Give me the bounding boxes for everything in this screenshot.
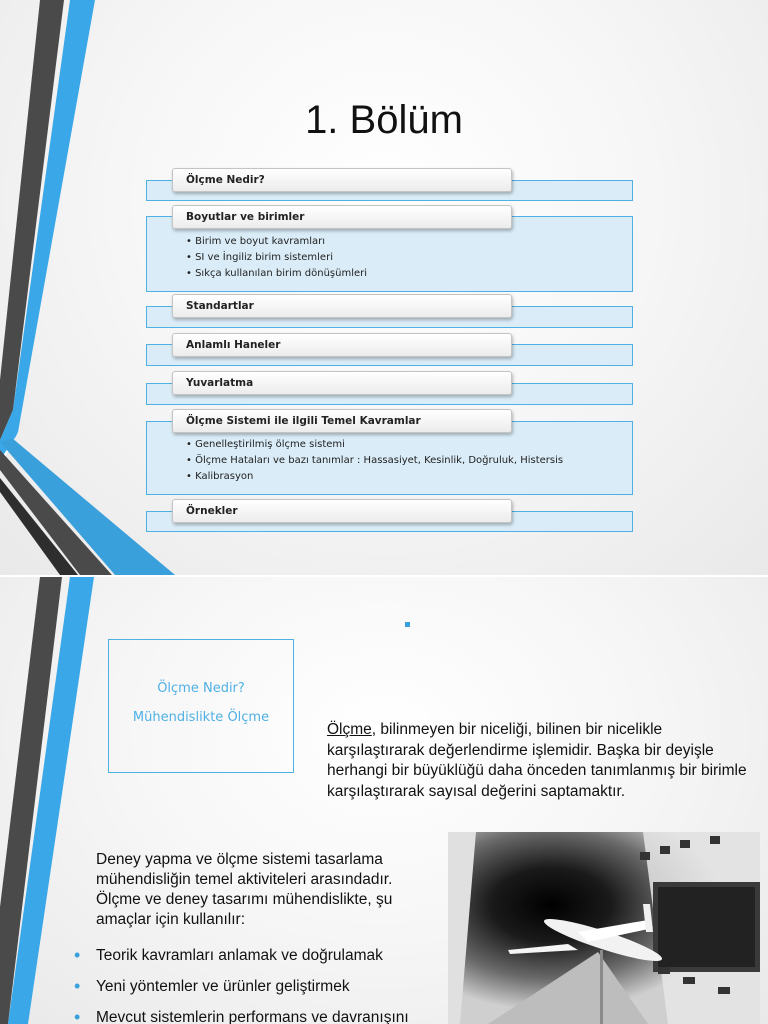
bullet-item: • Yeni yöntemler ve ürünler geliştirmek (96, 978, 350, 996)
definition-body: , bilinmeyen bir niceliği, bilinen bir nicelikle karşılaştırarak değerlendirme işlemidir. Başka bir deyişle herhangi bir büyüklüğü daha önceden tanımlanmış bir birimle karşılaştırarak sayısal değerini saptamaktır. (327, 721, 747, 800)
accent-dot (405, 622, 410, 627)
definition-term: Ölçme (327, 721, 372, 738)
subitem: • Birim ve boyut kavramları (186, 234, 367, 250)
slide-2 (0, 577, 768, 1024)
bullet-item: • Mevcut sistemlerin performans ve davranışını (96, 1009, 409, 1024)
topic-subtitle: Mühendislikte Ölçme (132, 710, 270, 725)
section-header-olcme-sistemi[interactable]: Ölçme Sistemi ile ilgili Temel Kavramlar (172, 409, 512, 433)
subitem: • Sıkça kullanılan birim dönüşümleri (186, 266, 367, 282)
subitem: • SI ve İngiliz birim sistemleri (186, 250, 367, 266)
section-subitems (186, 437, 563, 485)
topic-title: Ölçme Nedir? (157, 681, 245, 696)
subitem: • Ölçme Hataları ve bazı tanımlar : Hassasiyet, Kesinlik, Doğruluk, Histersis (186, 453, 563, 469)
section-header-anlamli-haneler[interactable]: Anlamlı Haneler (172, 333, 512, 357)
slide-title: 1. Bölüm (305, 98, 463, 142)
subitem: • Genelleştirilmiş ölçme sistemi (186, 437, 563, 453)
topic-box (108, 639, 294, 773)
section-subitems (186, 234, 367, 282)
section-header-boyutlar[interactable]: Boyutlar ve birimler (172, 205, 512, 229)
intro-paragraph: Deney yapma ve ölçme sistemi tasarlama mühendisliğin temel aktiviteleri arasındadır. Ölçme ve deney tasarımı mühendislikte, şu amaçlar için kullanılır: (96, 851, 393, 928)
wind-tunnel-illustration (448, 832, 760, 1024)
section-header-yuvarlatma[interactable]: Yuvarlatma (172, 371, 512, 395)
section-header-standartlar[interactable]: Standartlar (172, 294, 512, 318)
wind-tunnel-photo (448, 832, 760, 1024)
definition-text (327, 720, 757, 802)
section-header-ornekler[interactable]: Örnekler (172, 499, 512, 523)
subitem: • Kalibrasyon (186, 469, 563, 485)
section-header-olcme-nedir[interactable]: Ölçme Nedir? (172, 168, 512, 192)
bullet-item: • Teorik kavramları anlamak ve doğrulamak (96, 947, 383, 965)
